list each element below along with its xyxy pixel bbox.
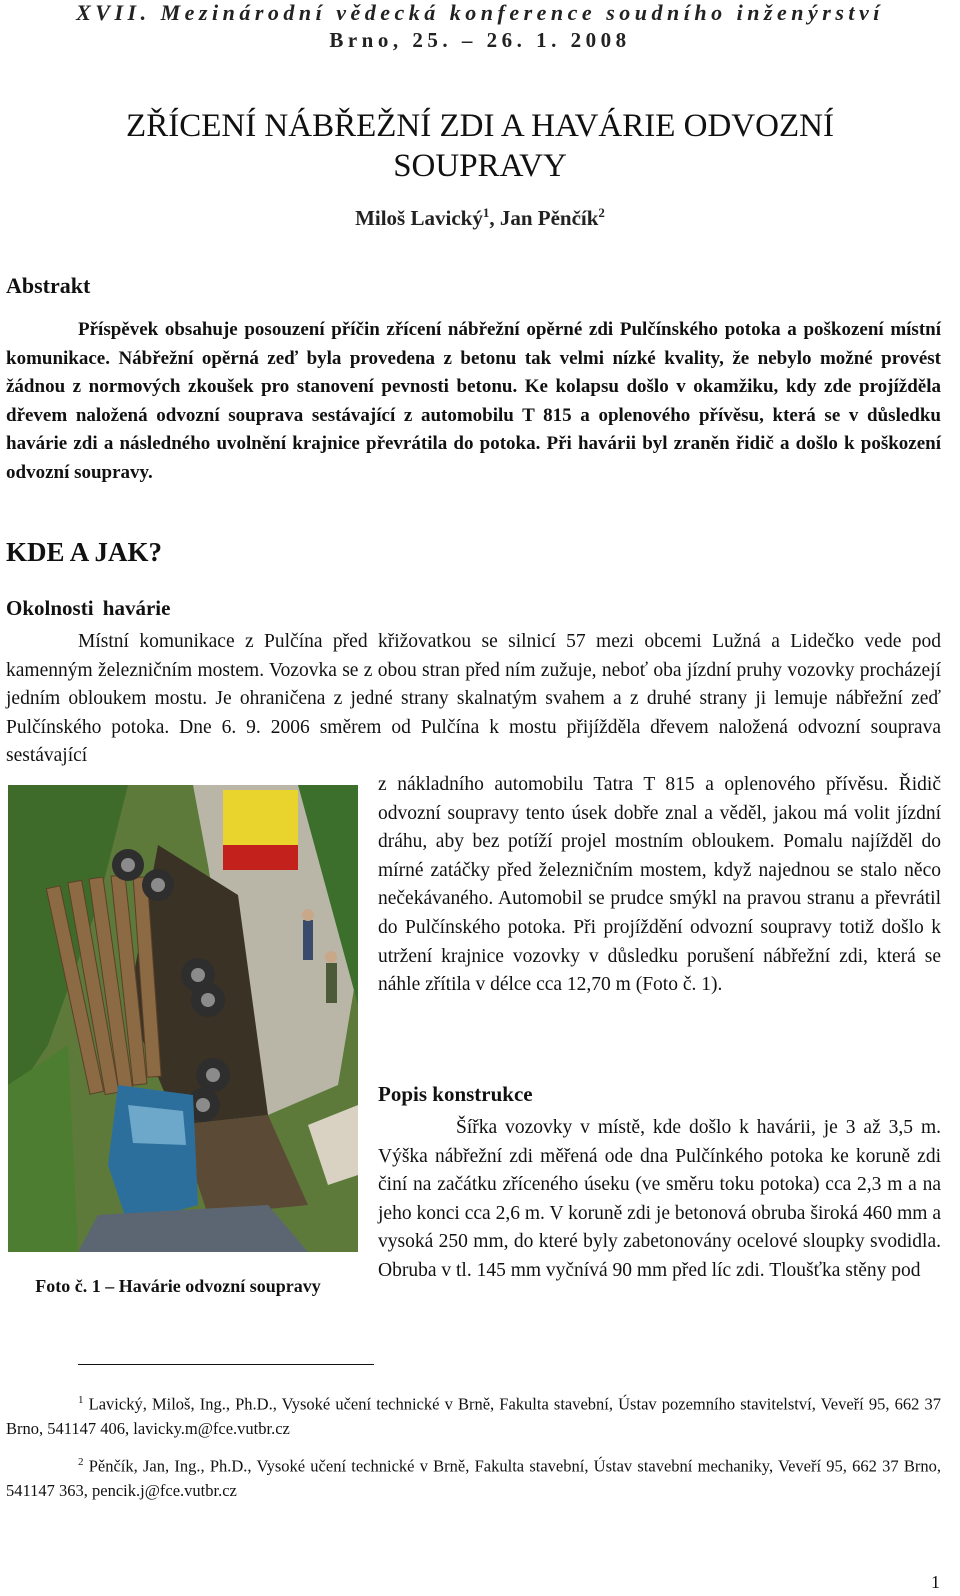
photo-caption: Foto č. 1 – Havárie odvozní soupravy xyxy=(35,1276,321,1296)
footnote-separator xyxy=(78,1364,374,1365)
footnote-2 xyxy=(6,1450,941,1503)
subsection-heading-okolnosti: Okolnosti havárie xyxy=(6,596,171,620)
footnote-1-mark: 1 xyxy=(78,1394,84,1406)
author-2-footnote-mark: 2 xyxy=(598,205,605,220)
footnote-1 xyxy=(6,1388,941,1441)
footnote-2-text: Pěnčík, Jan, Ing., Ph.D., Vysoké učení technické v Brně, Fakulta stavební, Ústav stavební mechaniky, Veveří 95, 662 37 Brno, 541147 363, pencik.j@fce.vutbr.cz xyxy=(6,1456,941,1500)
footnote-1-text: Lavický, Miloš, Ing., Ph.D., Vysoké učení technické v Brně, Fakulta stavební, Ústav pozemního stavitelství, Veveří 95, 662 37 Brno, 541147 406, lavicky.m@fce.vutbr.cz xyxy=(6,1394,941,1438)
author-1-footnote-mark: 1 xyxy=(482,205,490,220)
paragraph-popis-konstrukce: Šířka vozovky v místě, kde došlo k havárii, je 3 až 3,5 m. Výška nábřežní zdi měřená ode dna Pulčínkého potoka ke koruně zdi činí na začátku zříceného úseku (ve směru toku potoka) cca 2,3 m a na jeho konci cca 2,6 m. V koruně zdi je betonová obruba široká 460 mm a vysoká 250 mm, do které byly zabetonovány ocelové sloupky svodidla. Obruba v tl. 145 mm vyčnívá 90 mm před líc zdi. Tloušťka stěny pod xyxy=(378,1117,941,1281)
paragraph-okolnosti-2: z nákladního automobilu Tatra T 815 a oplenového přívěsu. Řidič odvozní soupravy tento úsek dobře znal a věděl, jakou má volit jízdní dráhu, aby bez potíží projel mostním obloukem. Pomalu najížděl do mírné zatáčky před železničním mostem, když najednou se stalo něco nečekávaného. Automobil se prudce smýkl na pravou stranu a převrátil do Pulčínského potoka. Při projíždění odvozní soupravy totiž došlo k utržení krajnice vozovky v důsledku porušení nábřežní zdi, která se náhle zřítila v délce cca 12,70 m (Foto č. 1). xyxy=(378,774,941,996)
conference-date: Brno, 25. – 26. 1. 2008 xyxy=(329,28,631,52)
authors xyxy=(0,205,960,231)
author-2: Jan Pěnčík xyxy=(499,206,599,230)
accident-photo xyxy=(8,785,358,1252)
abstract-heading: Abstrakt xyxy=(6,273,91,298)
accident-photo-illustration xyxy=(8,785,358,1252)
abstract-text: Příspěvek obsahuje posouzení příčin zřícení nábřežní opěrné zdi Pulčínského potoka a poškození místní komunikace. Nábřežní opěrná zeď byla provedena z betonu tak velmi nízké kvality, že nebylo možné provést žádnou z normových zkoušek pro stanovení pevnosti betonu. Ke kolapsu došlo v okamžiku, kdy zde projížděla dřevem naložená odvozní souprava sestávající z automobilu T 815 a oplenového přívěsu, která se v důsledku havárie zdi a následného uvolnění krajnice převrátila do potoka. Při havárii byl zraněn řidič a došlo k poškození odvozní soupravy. xyxy=(6,319,941,483)
author-separator: , xyxy=(489,206,500,230)
conference-title: XVII. Mezinárodní vědecká konference soudního inženýrství xyxy=(76,0,884,25)
footnote-2-mark: 2 xyxy=(78,1456,84,1468)
page-number: 1 xyxy=(931,1572,940,1592)
paragraph-okolnosti-1: Místní komunikace z Pulčína před křižovatkou se silnicí 57 mezi obcemi Lužná a Lidečko vede pod kamenným železničním mostem. Vozovka se z obou stran před ním zužuje, neboť oba jízdní pruhy vozovky procházejí jedním obloukem mostu. Je ohraničena z jedné strany skalnatým svahem a z druhé strany ji lemuje nábřežní zeď Pulčínského potoka. Dne 6. 9. 2006 směrem od Pulčína k mostu přijížděla dřevem naložená odvozní souprava sestávající xyxy=(6,631,941,767)
author-1: Miloš Lavický xyxy=(355,206,483,230)
paper-title: ZŘÍCENÍ NÁBŘEŽNÍ ZDI A HAVÁRIE ODVOZNÍ SOUPRAVY xyxy=(126,108,834,184)
subsection-heading-popis-konstrukce: Popis konstrukce xyxy=(378,1082,533,1106)
section-heading-kde-a-jak: KDE A JAK? xyxy=(6,537,163,567)
